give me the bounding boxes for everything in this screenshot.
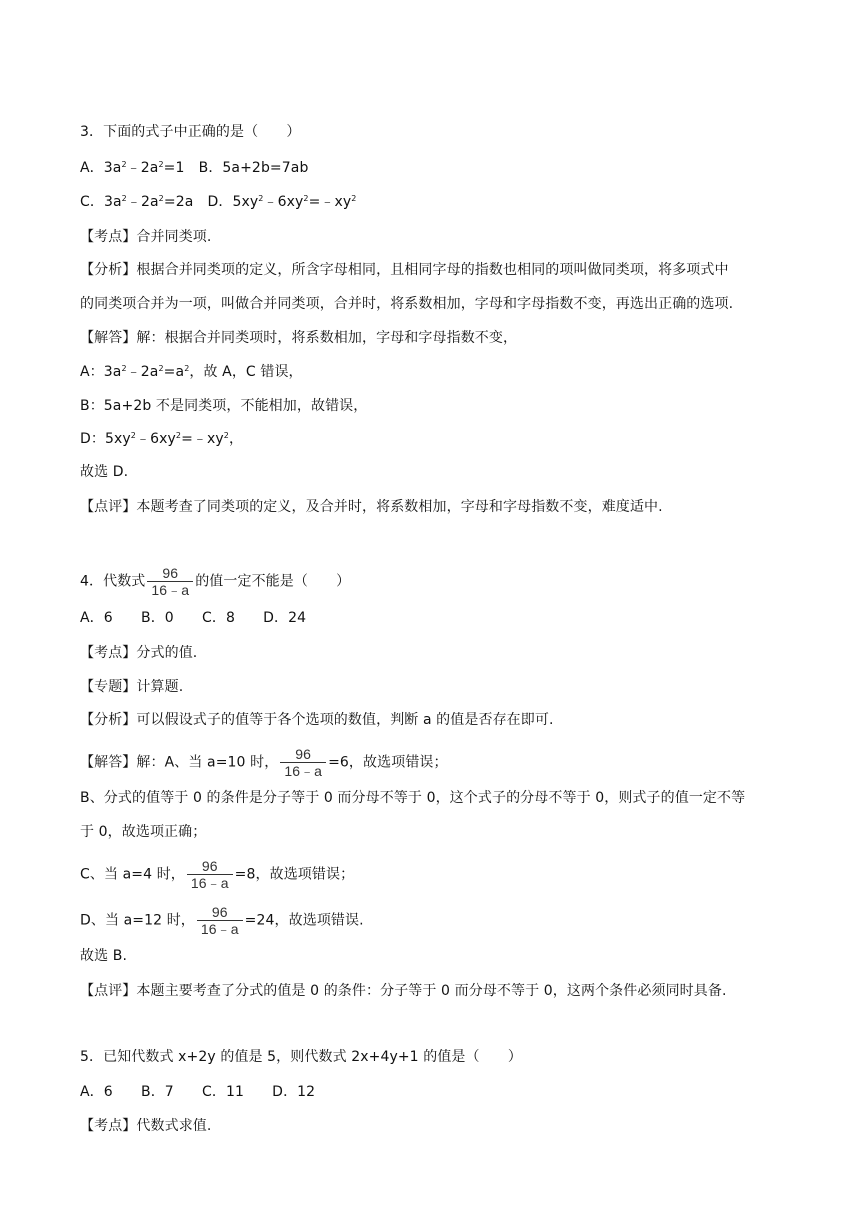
q4-dianping: 【点评】本题主要考查了分式的值是 0 的条件：分子等于 0 而分母不等于 0，这两个条件必须同时具备. [80,983,727,999]
q3-stem: 3．下面的式子中正确的是（ ） [80,124,301,140]
q3-jieda: 【解答】解：根据合并同类项时，将系数相加，字母和字母指数不变， [80,330,518,346]
q3-options-cd: C．$3a^2﹣2a^2=2a$ D．$5xy^2﹣6xy^2=﹣xy^2$ [80,194,357,210]
q4-stem: 4．代数式 $\frac{96}{16﹣a}$ 的值一定不能是（ ） [80,565,351,598]
q4-zhuanti: 【专题】计算题. [80,679,184,695]
q3-line-d: D：$5xy^2﹣6xy^2=﹣xy^2$， [80,431,244,447]
fraction-96-over-16-minus-a: $\frac{96}{16﹣a}$ [147,565,193,598]
q4-fenxi: 【分析】可以假设式子的值等于各个选项的数值，判断 a 的值是否存在即可. [80,712,554,728]
q4-line-d: D、当 a=12 时， $\frac{96}{16﹣a}$ =24，故选项错误. [80,904,364,937]
q3-fenxi-line1: 【分析】根据合并同类项的定义，所含字母相同，且相同字母的指数也相同的项叫做同类项，将多项式中 [80,262,729,278]
fraction-96-over-16-minus-a: $\frac{96}{16﹣a}$ [197,904,243,937]
q3-fenxi-line2: 的同类项合并为一项，叫做合并同类项，合并时，将系数相加，字母和字母指数不变，再选出正确的选项. [80,296,734,312]
q4-guxuan: 故选 B. [80,948,128,964]
q4-kaodian: 【考点】分式的值. [80,645,198,661]
q3-line-b: B：5a+2b 不是同类项，不能相加，故错误， [80,398,368,414]
q5-stem: 5．已知代数式 x+2y 的值是 5，则代数式 2x+4y+1 的值是（ ） [80,1049,522,1065]
q3-line-a: A：$3a^2﹣2a^2=a^2$，故 A，C 错误， [80,364,303,380]
fraction-96-over-16-minus-a: $\frac{96}{16﹣a}$ [280,746,326,779]
q4-options: A．6 B．0 C．8 D．24 [80,610,307,626]
q3-kaodian: 【考点】合并同类项. [80,229,212,245]
q4-line-b1: B、分式的值等于 0 的条件是分子等于 0 而分母不等于 0，这个式子的分母不等于 0，则式子的值一定不等 [80,790,746,806]
q5-options: A．6 B．7 C．11 D．12 [80,1084,316,1100]
q5-kaodian: 【考点】代数式求值. [80,1118,212,1134]
q3-guxuan: 故选 D. [80,464,129,480]
fraction-96-over-16-minus-a: $\frac{96}{16﹣a}$ [187,858,233,891]
q4-jieda-a: 【解答】解：A、当 a=10 时， $\frac{96}{16﹣a}$ =6，故选项错误； [80,746,448,779]
q3-dianping: 【点评】本题考查了同类项的定义，及合并时，将系数相加，字母和字母指数不变，难度适中. [80,499,663,515]
q3-options-ab: A．$3a^2﹣2a^2=1$ B．5a+2b=7ab [80,160,309,176]
q4-line-c: C、当 a=4 时， $\frac{96}{16﹣a}$ =8，故选项错误； [80,858,355,891]
q4-line-b2: 于 0，故选项正确； [80,824,207,840]
